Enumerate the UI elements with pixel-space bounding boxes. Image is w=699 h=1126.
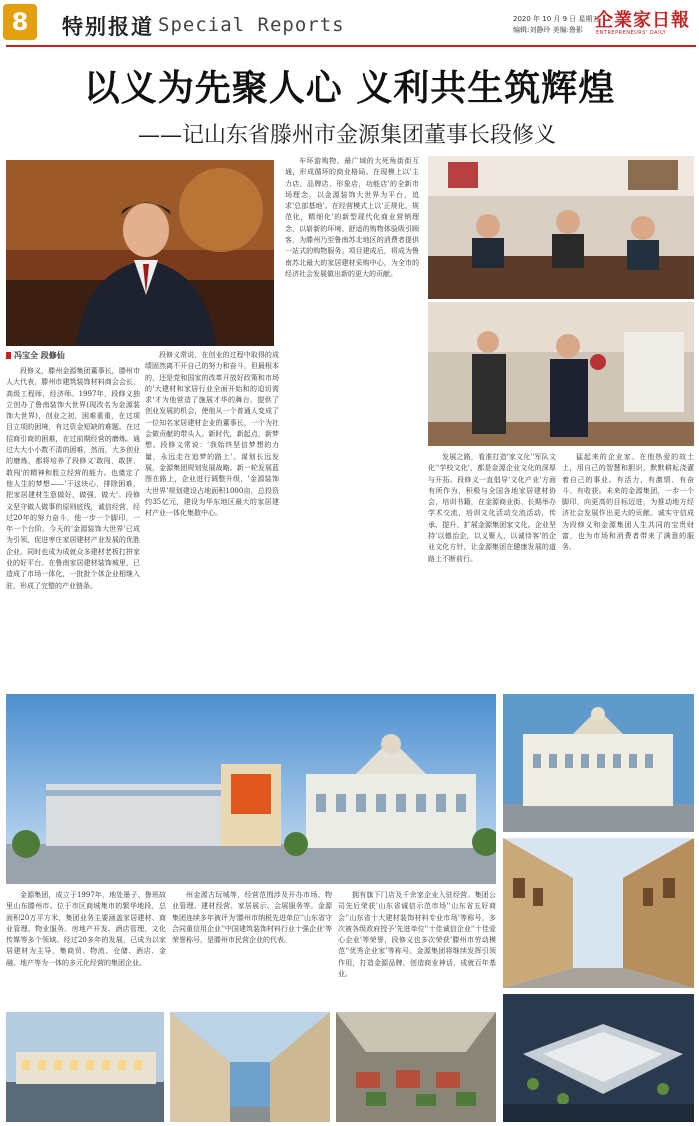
column-2-text: 段修义常说，在创业的过程中取得的成绩固然离不开自己的努力和奋斗，但最根本的，还是党和国家的改革开放好政策和市场的'大建材和家居行业全面开始和的迫切需求'才为他营造了施展才华的舞台，提供了创业发展的机会，使他从一个普通人变成了一位知名家居建材企业的董事长，一个为社会做贡献的带头人。新时代，新起点，新梦想。段修义常说：'我始终坚信梦想的力量，永远走在追梦的路上'。谋划长远发展，金源集团规划发展战略。新一轮发展蓝图在路上，企业进行调整升级，'金源装饰大世界'规划建设占地面积1000亩，总投资约35亿元，建设为华东地区最大的家居建材产业一体化集散中心。 (145, 351, 279, 518)
section-title-en: Special Reports (158, 14, 345, 36)
article-column-1 (6, 366, 140, 686)
newspaper-logo-en: ENTREPRENEURS' DAILY (596, 30, 667, 36)
bottom-column-1-text: 金源集团，成立于1997年，地处墨子、鲁班故里山东滕州市。位于市区商城集市的繁华地段，总面积20万平方米，集团业务主要涵盖家居建材、商业管理、物业服务、房地产开发、酒店管理、文化传媒等多个领域。经过20多年的发展，已成为以家居建材为主导，集商贸、物流、仓储、酒店、金融、地产等为一体的多元化经营的集团企业。 (6, 891, 166, 967)
column-1-text: 段修义，滕州金源集团董事长，滕州市人大代表，滕州市建筑装饰材料商会会长，高级工程师，经济师。1997年，段修义独立创办了鲁南装饰大世界(现改名为金源装饰大世界)，创业之初，困难重重，在过项目立项的困境，有过资金短缺的难题。在过招商引商的困难，在过前期经营的磨炼。通过大大小小数不清的困难，然而，大多创业的磨炼，都将培养了段修义'敢闯，敢拼，敢闯'的精神和胜立经营的能力。也奠定了他人生的梦想——'干这块心，排除困难，把家居建材生意做好，做强，做大'。段修义坚守做人做事的原则底线，诚信经营，经过20年的努力奋斗，他一步一个脚印，一年一个台阶。今天的'金源装饰大世界'已成为引领、促进枣庄家居建材产业发展的优胜企业。同时也成为成就众多建材老板打拼家业的好平台。在鲁南家居建材装饰城里，已造成了市场一体化，一批批个体企业相继入驻，形成了完整的产业链条。 (6, 367, 140, 590)
bottom-column-2-text: 州金源古玩城等，经营范围涉及开办市场、物业管理、建材经营、家居展示、会展服务等。金源集团连续多年被评为'滕州市纳税先进单位''山东省守合同重信用企业''中国建筑装饰材料行业十强企业'等荣誉称号，是滕州市民营企业的代表。 (172, 891, 332, 945)
issue-date: 2020 年 10 月 9 日 星期五 (513, 15, 600, 23)
arcade-rendering (170, 1012, 330, 1122)
caption-text: 冯宝全 段修仙 (14, 351, 65, 360)
page-header (0, 0, 699, 50)
article-subheadline: ——记山东省滕州市金源集团董事长段修义 (138, 123, 557, 148)
column-5-text: 猛起来的企业家。在他热爱的故土上，用自己的智慧和胆识，默默耕耘浇灌着自己的事业。有活力、有激情、有奋斗、有收获。未来的金源集团，一步一个脚印，向更高的目标迈进，为推动地方经济社会发展作出更大的贡献。诚实守信成为段修义和金源集团人生共同的宝贵财富，也为市场和消费者带来了满意的服务。 (562, 453, 694, 552)
newspaper-logo: 企業家日報 (595, 10, 690, 31)
column-4-text: 发展之路，看准打造'家文化''军队文化''学校文化'，都是金源企业文化的深厚与开拓。段修义一直倡导'文化产业'方面有所作为，积极与全国各地家居建材协会，培训书籍，在金源商业街、长期举办学术交流，培训文化活动交流活动，传承、提升、扩展金源集团家文化。企业坚持'以德治企，以义聚人，以诚待客'的企业文化方针，让金源集团在健康发展的道路上不断前行。 (428, 453, 556, 563)
header-divider (6, 45, 696, 47)
aerial-rendering (503, 994, 694, 1122)
section-title: 特别报道 (62, 15, 154, 39)
article-headline: 以义为先聚人心 义利共生筑辉煌 (83, 67, 616, 109)
bottom-column-1 (6, 890, 166, 1008)
editor-credit: 编辑:刘静玲 美编:鲁影 (513, 26, 583, 34)
photo-caption (6, 350, 65, 361)
issue-meta (513, 14, 600, 36)
complex-rendering (6, 694, 496, 884)
article-column-3 (285, 156, 419, 686)
building-rendering (503, 694, 694, 832)
bottom-column-3-text: 拥有旗下门店及千余家企业入驻经营。集团公司先后荣获'山东省诚信示范市场''山东省五好商会''山东省十大建材装饰材料专业市场'等称号，多次被各级政府授予'先进单位''十佳诚信企业''十佳爱心企业'等荣誉，段修义也多次荣获'滕州市劳动模范''优秀企业家'等称号。金源集团将继续发挥引领作用，打造金源品牌，创造商业神话，成就百年基业。 (338, 891, 496, 979)
article-column-4 (428, 452, 556, 686)
bottom-column-3 (338, 890, 496, 1008)
article-column-2 (145, 350, 279, 686)
column-3-text: 车环游购物、最广域的大死角街街互通，形成循环的商业格局。在现模上以'主力店，品牌店，形象店，功能店'的全新市场理念，以金源装饰大世界为平台，追求'总部基地'。在经营模式上以'正规化，规范化，精细化'的新型现代化商业营销理念，以崭新的环境、舒适的购物体验吸引顾客，为滕州乃至鲁南苏北地区的消费者提供一站式的购物服务。项目建成后，将成为鲁南苏北最大的家居建材采购中心，为全市的经济社会发展做出新的更大的贡献。 (285, 157, 419, 278)
page-number-badge: 8 (3, 4, 37, 40)
bottom-column-2 (172, 890, 332, 1008)
greeting-photo (428, 302, 694, 446)
street-rendering (503, 838, 694, 988)
meeting-photo (428, 156, 694, 299)
portrait-photo (6, 160, 274, 346)
article-column-5 (562, 452, 694, 686)
night-rendering (6, 1012, 164, 1122)
caption-marker-icon (6, 352, 11, 359)
hall-interior-photo (336, 1012, 496, 1122)
